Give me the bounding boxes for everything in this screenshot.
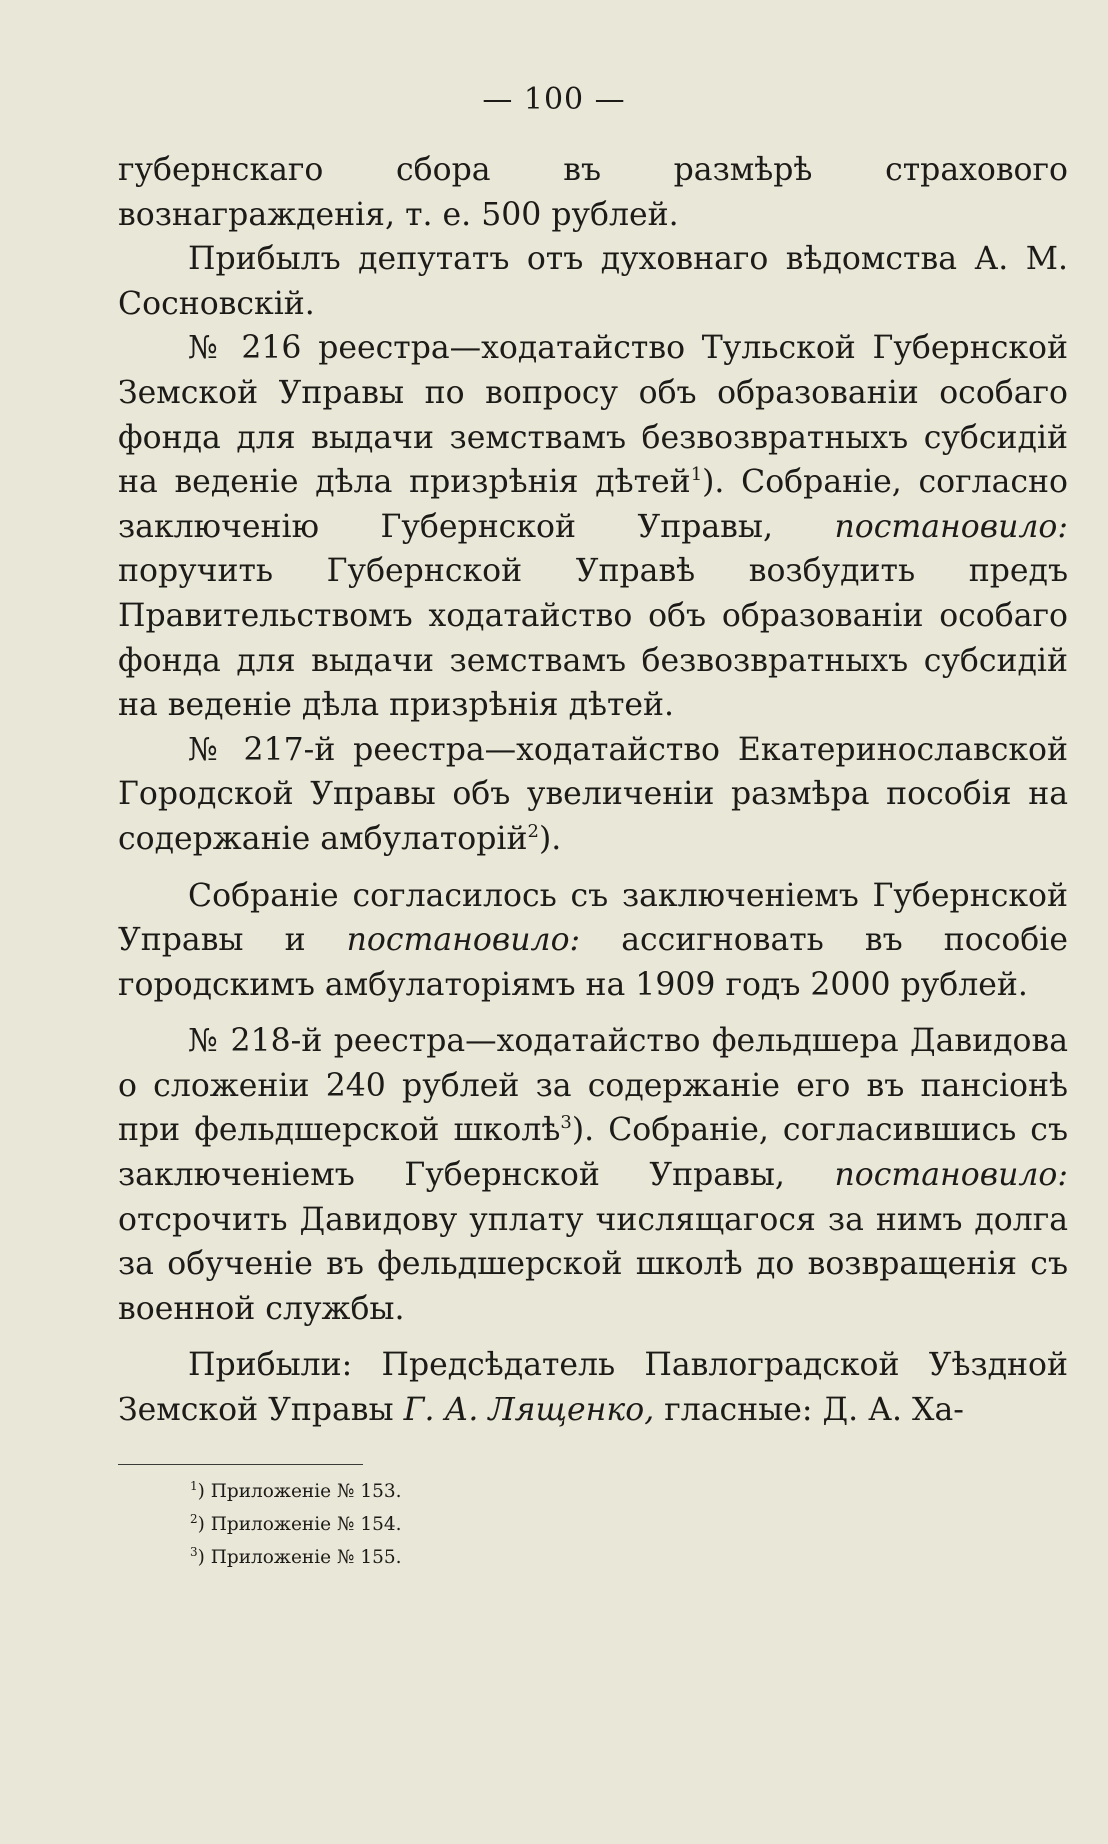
paragraph-2: Прибылъ депутатъ отъ духовнаго вѣдомства А. М. Сосновскій. [118,241,1068,322]
footnote-1 [190,1475,402,1508]
main-text [118,148,1068,1433]
paragraph-7-text-a: Прибыли: Предсѣдатель Павлоградской Уѣздной Земской Управы [118,1347,1068,1429]
footnote-3 [190,1541,402,1574]
paragraph-3-text-a: № 216 реестра—ходатайство Тульской Губернской Земской Управы по вопросу объ образованіи особаго фонда для выдачи земствамъ безвозвратныхъ субсидій на веденіе дѣла призрѣнія дѣтей [118,330,1068,501]
footnote-text: ) Приложеніе № 153. [197,1481,402,1502]
paragraph-4 [118,728,1068,862]
paragraph-6-text-b: ). Собраніе, согласившись съ заключеніемъ Губернской Управы, [118,1112,1068,1194]
footnote-2 [190,1508,402,1541]
footnote-separator [118,1464,363,1465]
paragraph-5 [118,874,1068,1008]
footnote-mark: 3 [190,1545,198,1559]
footnote-text: ) Приложеніе № 155. [197,1547,402,1568]
paragraph-3 [118,326,1068,727]
paragraph-4-text-a: № 217-й реестра—ходатайство Екатеринославской Городской Управы объ увеличеніи размѣра пособія на содержаніе амбулаторій [118,731,1068,857]
paragraph-3-text-b: ). Собраніе, согласно заключенію Губернской Управы, [118,464,1068,545]
footnote-ref-1: 1 [690,464,703,486]
person-name: Г. А. Лященко, [403,1392,655,1429]
paragraph-1: губернскаго сбора въ размѣрѣ страхового вознагражденія, т. е. 500 рублей. [118,152,1068,233]
emphasis-resolved: постановило: [834,508,1068,545]
footnote-mark: 1 [190,1479,198,1493]
paragraph-6-text-a: № 218-й реестра—ходатайство фельдшера Давидова о сложеніи 240 рублей за содержаніе его въ пансіонѣ при фельдшерской школѣ [118,1023,1068,1149]
paragraph-6-text-c: отсрочить Давидову уплату числящагося за нимъ долга за обученіе въ фельдшерской школѣ до возвращенія съ военной службы. [118,1201,1068,1327]
paragraph-6 [118,1019,1068,1331]
paragraph-4-text-b: ). [538,820,562,857]
paragraph-7 [118,1343,1068,1432]
paragraph-3-text-c: поручить Губернской Управѣ возбудить предъ Правительствомъ ходатайство объ образованіи особаго фонда для выдачи земствамъ безвозвратныхъ субсидій на веденіе дѣла призрѣнія дѣтей. [118,553,1068,724]
paragraph-5-text-b: ассигновать въ пособіе городскимъ амбулаторіямъ на 1909 годъ 2000 рублей. [118,922,1068,1003]
footnote-mark: 2 [190,1512,198,1526]
paragraph-5-text-a: Собраніе согласилось съ заключеніемъ Губернской Управы и [118,877,1068,959]
footnote-ref-2: 2 [527,820,539,842]
page-number: — 100 — [482,82,626,117]
footnotes [190,1475,402,1574]
paragraph-7-text-b: гласные: Д. А. Ха- [654,1392,964,1429]
emphasis-resolved: постановило: [834,1157,1068,1194]
emphasis-resolved: постановило: [346,922,581,959]
footnote-ref-3: 3 [560,1112,572,1134]
footnote-text: ) Приложеніе № 154. [197,1514,402,1535]
